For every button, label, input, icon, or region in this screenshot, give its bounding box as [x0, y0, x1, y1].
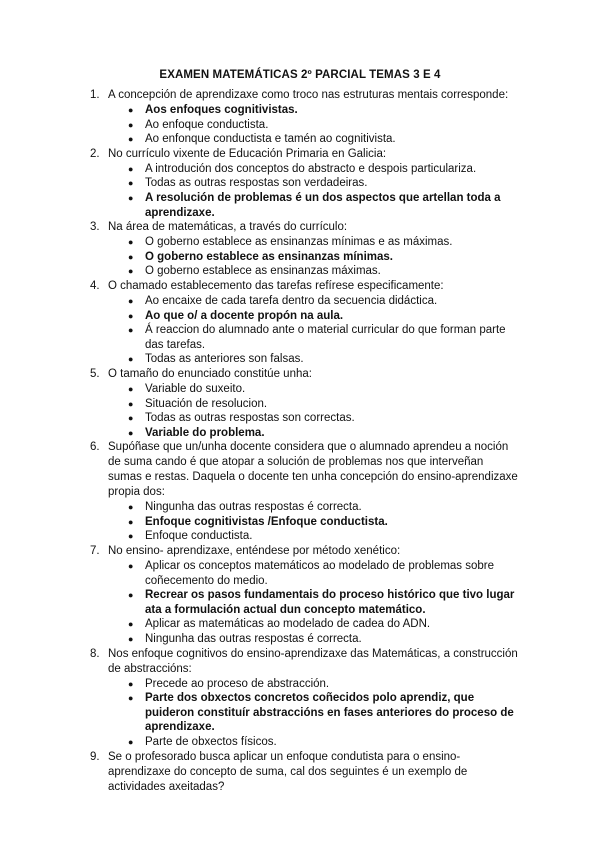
- answer-option: [128, 162, 520, 177]
- bullet-icon: ●: [128, 163, 134, 174]
- answer-option: [128, 235, 520, 250]
- question-number: 8.: [90, 647, 100, 660]
- answer-text: Recrear os pasos fundamentais do proceso histórico que tivo lugar ata a formulación actual dun concepto matemático.: [145, 589, 515, 616]
- answer-option: [128, 118, 520, 133]
- answer-text: Parte de obxectos físicos.: [145, 736, 277, 748]
- bullet-icon: ●: [128, 693, 134, 704]
- answer-text: Todas as outras respostas son correctas.: [145, 412, 355, 425]
- answer-text: Precede ao proceso de abstracción.: [145, 677, 330, 690]
- answer-text: O goberno establece as ensinanzas mínimas e as máximas.: [145, 236, 453, 249]
- question-list: [0, 88, 600, 795]
- bullet-icon: ●: [128, 237, 134, 248]
- question-number: 6.: [90, 441, 100, 454]
- bullet-icon: ●: [128, 134, 134, 145]
- answer-text: Ao enfoque conductista.: [145, 118, 269, 131]
- answer-text: Ao enfonque conductista e tamén ao cognitivista.: [145, 133, 396, 146]
- bullet-icon: ●: [128, 354, 134, 365]
- answer-option-correct: [128, 250, 520, 265]
- answer-option-correct: [128, 515, 520, 530]
- answer-option: [128, 500, 520, 515]
- answer-text: Enfoque cognitivistas /Enfoque conductista.: [145, 515, 388, 528]
- question-7: [0, 544, 600, 647]
- answer-text: Ao encaixe de cada tarefa dentro da secuencia didáctica.: [145, 294, 438, 307]
- bullet-icon: ●: [128, 737, 134, 747]
- question-number: 1.: [90, 89, 100, 101]
- question-text: O chamado establecemento das tarefas refírese especificamente:: [108, 279, 444, 292]
- bullet-icon: ●: [128, 634, 134, 645]
- answer-text: A resolución de problemas é un dos aspectos que artellan toda a aprendizaxe.: [145, 191, 501, 219]
- bullet-icon: ●: [128, 310, 134, 321]
- answer-text: Aos enfoques cognitivistas.: [145, 104, 298, 116]
- question-number: 9.: [90, 750, 100, 763]
- answer-option-correct: [128, 103, 520, 118]
- question-4: [0, 279, 600, 367]
- answer-option: [128, 632, 520, 647]
- bullet-icon: ●: [128, 531, 134, 542]
- bullet-icon: ●: [128, 561, 134, 572]
- answer-options: [0, 382, 600, 440]
- bullet-icon: ●: [128, 427, 134, 438]
- answer-option: [128, 677, 520, 692]
- answer-option-correct: [128, 309, 520, 324]
- answer-options: [0, 294, 600, 367]
- answer-option: [128, 559, 520, 588]
- answer-option-correct: [128, 588, 520, 617]
- answer-text: Ningunha das outras respostas é correcta.: [145, 501, 362, 514]
- answer-option: [128, 529, 520, 544]
- answer-text: Parte dos obxectos concretos coñecidos polo aprendiz, que puideron constituír abstraccións en fases anteriores do proceso de aprendizaxe.: [145, 692, 514, 734]
- answer-text: O goberno establece as ensinanzas máximas.: [145, 265, 381, 278]
- answer-options: [0, 500, 600, 544]
- answer-options: [0, 162, 600, 220]
- bullet-icon: ●: [128, 398, 134, 409]
- answer-options: [0, 103, 600, 147]
- question-text: A concepción de aprendizaxe como troco nas estruturas mentais corresponde:: [108, 89, 509, 101]
- question-number: 5.: [90, 367, 100, 380]
- bullet-icon: ●: [128, 325, 134, 336]
- answer-option: [128, 176, 520, 191]
- bullet-icon: ●: [128, 678, 134, 689]
- answer-text: Enfoque conductista.: [145, 530, 253, 543]
- answer-option: [128, 352, 520, 367]
- answer-option: [128, 294, 520, 309]
- answer-option: [128, 132, 520, 147]
- bullet-icon: ●: [128, 413, 134, 424]
- bullet-icon: ●: [128, 266, 134, 277]
- answer-option: [128, 323, 520, 352]
- question-text: No currículo vixente de Educación Primaria en Galicia:: [108, 147, 387, 160]
- answer-text: Variable do suxeito.: [145, 382, 246, 395]
- answer-text: O goberno establece as ensinanzas mínimas.: [145, 250, 393, 263]
- bullet-icon: ●: [128, 502, 134, 513]
- question-3: [0, 220, 600, 279]
- question-1: [0, 88, 600, 147]
- bullet-icon: ●: [128, 590, 134, 601]
- question-text: Nos enfoque cognitivos do ensino-aprendizaxe das Matemáticas, a construcción de abstraccións:: [108, 647, 518, 675]
- bullet-icon: ●: [128, 178, 134, 189]
- answer-option: [128, 397, 520, 412]
- answer-text: Situación de resolucion.: [145, 397, 268, 410]
- answer-option: [128, 264, 520, 279]
- answer-option-correct: [128, 426, 520, 441]
- question-text: O tamaño do enunciado constitúe unha:: [108, 367, 312, 380]
- question-6: [0, 440, 600, 544]
- answer-option-correct: [128, 191, 520, 220]
- answer-text: Aplicar as matemáticas ao modelado de cadea do ADN.: [145, 618, 431, 631]
- answer-options: [0, 235, 600, 279]
- answer-option: [128, 617, 520, 632]
- bullet-icon: ●: [128, 383, 134, 394]
- answer-text: Á reaccion do alumnado ante o material curricular do que forman parte das tarefas.: [145, 324, 506, 351]
- question-number: 4.: [90, 279, 100, 292]
- bullet-icon: ●: [128, 105, 134, 115]
- answer-text: Todas as outras respostas son verdadeiras.: [145, 177, 368, 190]
- answer-text: Variable do problema.: [145, 426, 265, 439]
- answer-text: Ao que o/ a docente propón na aula.: [145, 309, 344, 322]
- bullet-icon: ●: [128, 119, 134, 130]
- question-text: No ensino- aprendizaxe, enténdese por método xenético:: [108, 545, 401, 558]
- answer-option: [128, 735, 520, 750]
- bullet-icon: ●: [128, 295, 134, 306]
- question-5: [0, 367, 600, 440]
- question-number: 2.: [90, 147, 100, 160]
- bullet-icon: ●: [128, 192, 134, 203]
- question-text: Supóñase que un/unha docente considera que o alumnado aprendeu a noción de suma cando é que atopar a solución de problemas nos que interveñan sumas e restas. Daquela o docente ten unha concepción do ensino-aprendizaxe propia dos:: [108, 441, 518, 499]
- answer-option: [128, 411, 520, 426]
- bullet-icon: ●: [128, 516, 134, 527]
- answer-option: [128, 382, 520, 397]
- answer-text: Ningunha das outras respostas é correcta.: [145, 633, 362, 646]
- question-9: [0, 750, 600, 795]
- question-8: [0, 647, 600, 750]
- question-number: 3.: [90, 221, 100, 234]
- answer-options: [0, 677, 600, 750]
- question-number: 7.: [90, 545, 100, 558]
- answer-options: [0, 559, 600, 647]
- answer-text: Todas as anteriores son falsas.: [145, 353, 304, 366]
- answer-option-correct: [128, 691, 520, 735]
- exam-title: EXAMEN MATEMÁTICAS 2º PARCIAL TEMAS 3 E 4: [159, 69, 441, 81]
- question-text: Se o profesorado busca aplicar un enfoque condutista para o ensino-aprendizaxe do concepto de suma, cal dos seguintes é un exemplo de actividades axeitadas?: [108, 750, 468, 793]
- answer-text: Aplicar os conceptos matemáticos ao modelado de problemas sobre coñecemento do medio.: [145, 560, 495, 587]
- question-2: [0, 147, 600, 220]
- bullet-icon: ●: [128, 619, 134, 630]
- answer-text: A introdución dos conceptos do abstracto e despois particulariza.: [145, 162, 477, 175]
- bullet-icon: ●: [128, 251, 134, 262]
- question-text: Na área de matemáticas, a través do currículo:: [108, 221, 348, 234]
